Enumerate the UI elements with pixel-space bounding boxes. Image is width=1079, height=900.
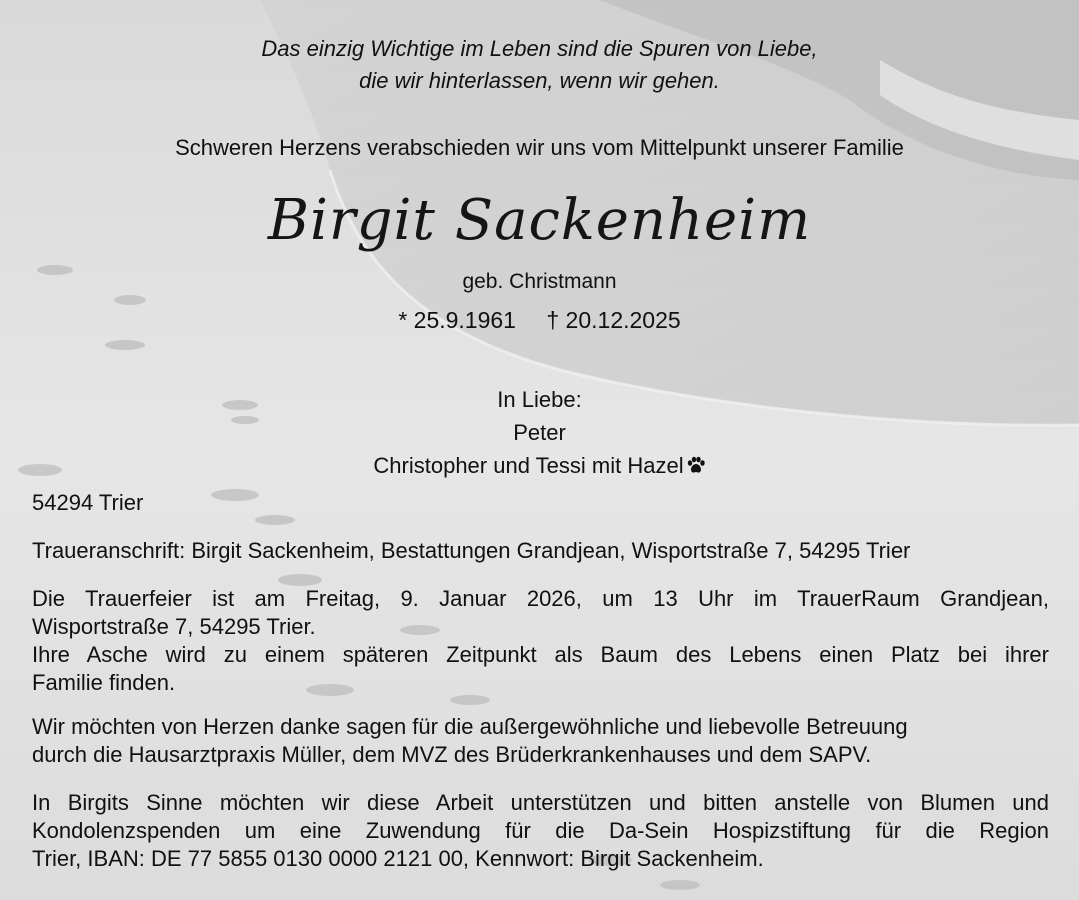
life-dates — [0, 307, 1079, 334]
thanks-line: Wir möchten von Herzen danke sagen für die außergewöhnliche und liebevolle Betreuung — [32, 714, 908, 739]
thanks-paragraph — [32, 713, 1049, 769]
mourners-heading: In Liebe: — [497, 387, 582, 412]
quote-line: Das einzig Wichtige im Leben sind die Spuren von Liebe, — [261, 36, 818, 61]
mourners-block — [0, 383, 1079, 482]
donation-line: Trier, IBAN: DE 77 5855 0130 0000 2121 00, Kennwort: Birgit Sackenheim. — [32, 846, 764, 871]
donation-line: In Birgits Sinne möchten wir diese Arbeit unterstützen und bitten anstelle von Blumen und — [32, 790, 1049, 815]
ceremony-line: Familie finden. — [32, 670, 176, 695]
memorial-quote — [0, 33, 1079, 97]
ceremony-paragraph — [32, 585, 1049, 697]
ceremony-line: Die Trauerfeier ist am Freitag, 9. Januar 2026, um 13 Uhr im TrauerRaum Grandjean, — [32, 586, 1049, 611]
thanks-line: durch die Hausarztpraxis Müller, dem MVZ des Brüderkrankenhauses und dem SAPV. — [32, 742, 872, 767]
donation-line: Kondolenzspenden um eine Zuwendung für die Da-Sein Hospizstiftung für die Region — [32, 818, 1049, 843]
death-date: † 20.12.2025 — [546, 307, 681, 333]
ceremony-line: Wisportstraße 7, 54295 Trier. — [32, 614, 316, 639]
location-text: 54294 Trier — [32, 490, 144, 515]
paw-icon — [686, 455, 706, 475]
intro-text: Schweren Herzens verabschieden wir uns vom Mittelpunkt unserer Familie — [175, 135, 904, 160]
quote-line: die wir hinterlassen, wenn wir gehen. — [359, 68, 720, 93]
donation-paragraph — [32, 789, 1049, 873]
mourner-line: Peter — [513, 420, 566, 445]
ceremony-line: Ihre Asche wird zu einem späteren Zeitpunkt als Baum des Lebens einen Platz bei ihrer — [32, 642, 1049, 667]
maiden-name: geb. Christmann — [462, 270, 617, 293]
mourner-line — [0, 449, 1079, 482]
mourner-line-text: Christopher und Tessi mit Hazel — [373, 453, 684, 478]
deceased-name: Birgit Sackenheim — [267, 188, 812, 253]
mourning-address: Traueranschrift: Birgit Sackenheim, Bestattungen Grandjean, Wisportstraße 7, 54295 Trier — [32, 538, 911, 563]
birth-date: * 25.9.1961 — [398, 307, 516, 333]
